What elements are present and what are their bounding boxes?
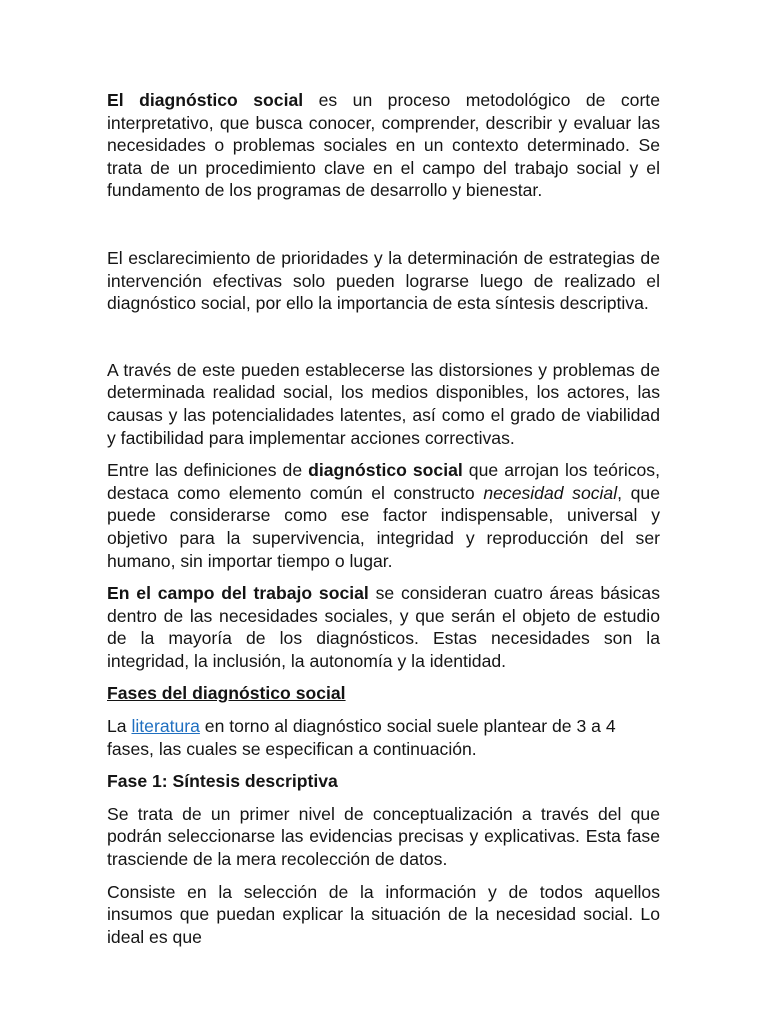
term-necesidad-social: necesidad social — [483, 482, 618, 503]
paragraph-literatura — [107, 715, 660, 760]
paragraph-definiciones-part3: , que puede considerarse como ese factor indispensable, universal y objetivo para la supervivencia, integridad y reproducción del ser humano, sin importar tiempo o lugar. — [107, 482, 660, 571]
heading-fases: Fases del diagnóstico social — [107, 683, 346, 704]
term-diagnostico-social: El diagnóstico social — [107, 90, 304, 110]
heading-fase-1: Fase 1: Síntesis descriptiva — [107, 771, 338, 792]
paragraph-prioridades: El esclarecimiento de prioridades y la determinación de estrategias de intervención efectivas solo pueden lograrse luego de realizado el diagnóstico social, por ello la importancia de esta síntesis descriptiva. — [107, 247, 660, 314]
paragraph-literatura-part2: en torno al diagnóstico social suele plantear de 3 a 4 fases, las cuales se especifican a continuación. — [107, 716, 616, 759]
paragraph-definiciones-part1: Entre las definiciones de — [107, 460, 309, 481]
paragraph-conceptualizacion: Se trata de un primer nivel de conceptualización a través del que podrán seleccionarse las evidencias precisas y explicativas. Esta fase trasciende de la mera recolección de datos. — [107, 803, 660, 870]
paragraph-literatura-part1: La — [107, 716, 132, 737]
literatura-link[interactable]: literatura — [131, 716, 200, 737]
term-campo-trabajo-social: En el campo del trabajo social — [107, 583, 369, 604]
paragraph-definiciones — [107, 459, 660, 572]
paragraph-definition-text: es un proceso metodológico de corte interpretativo, que busca conocer, comprender, describir y evaluar las necesidades o problemas sociales en un contexto determinado. Se trata de un procedimiento clave en el campo del trabajo social y el fundamento de los programas de desarrollo y bienestar. — [107, 90, 660, 201]
term-diagnostico-social-bold: diagnóstico social — [308, 460, 463, 481]
paragraph-definition — [107, 89, 660, 202]
document-body — [107, 89, 660, 948]
paragraph-definiciones-part2: que arrojan los teóricos, destaca como elemento común el constructo — [107, 460, 660, 503]
paragraph-campo-text: se consideran cuatro áreas básicas dentro de las necesidades sociales, y que serán el objeto de estudio de la mayoría de los diagnósticos. Estas necesidades son la integridad, la inclusión, la autonomía y la identidad. — [107, 583, 660, 671]
paragraph-distorsiones: A través de este pueden establecerse las distorsiones y problemas de determinada realidad social, los medios disponibles, los actores, las causas y las potencialidades latentes, así como el grado de viabilidad y factibilidad para implementar acciones correctivas. — [107, 359, 660, 448]
paragraph-campo-trabajo-social — [107, 582, 660, 672]
paragraph-seleccion: Consiste en la selección de la información y de todos aquellos insumos que puedan explicar la situación de la necesidad social. Lo ideal es que — [107, 881, 660, 947]
